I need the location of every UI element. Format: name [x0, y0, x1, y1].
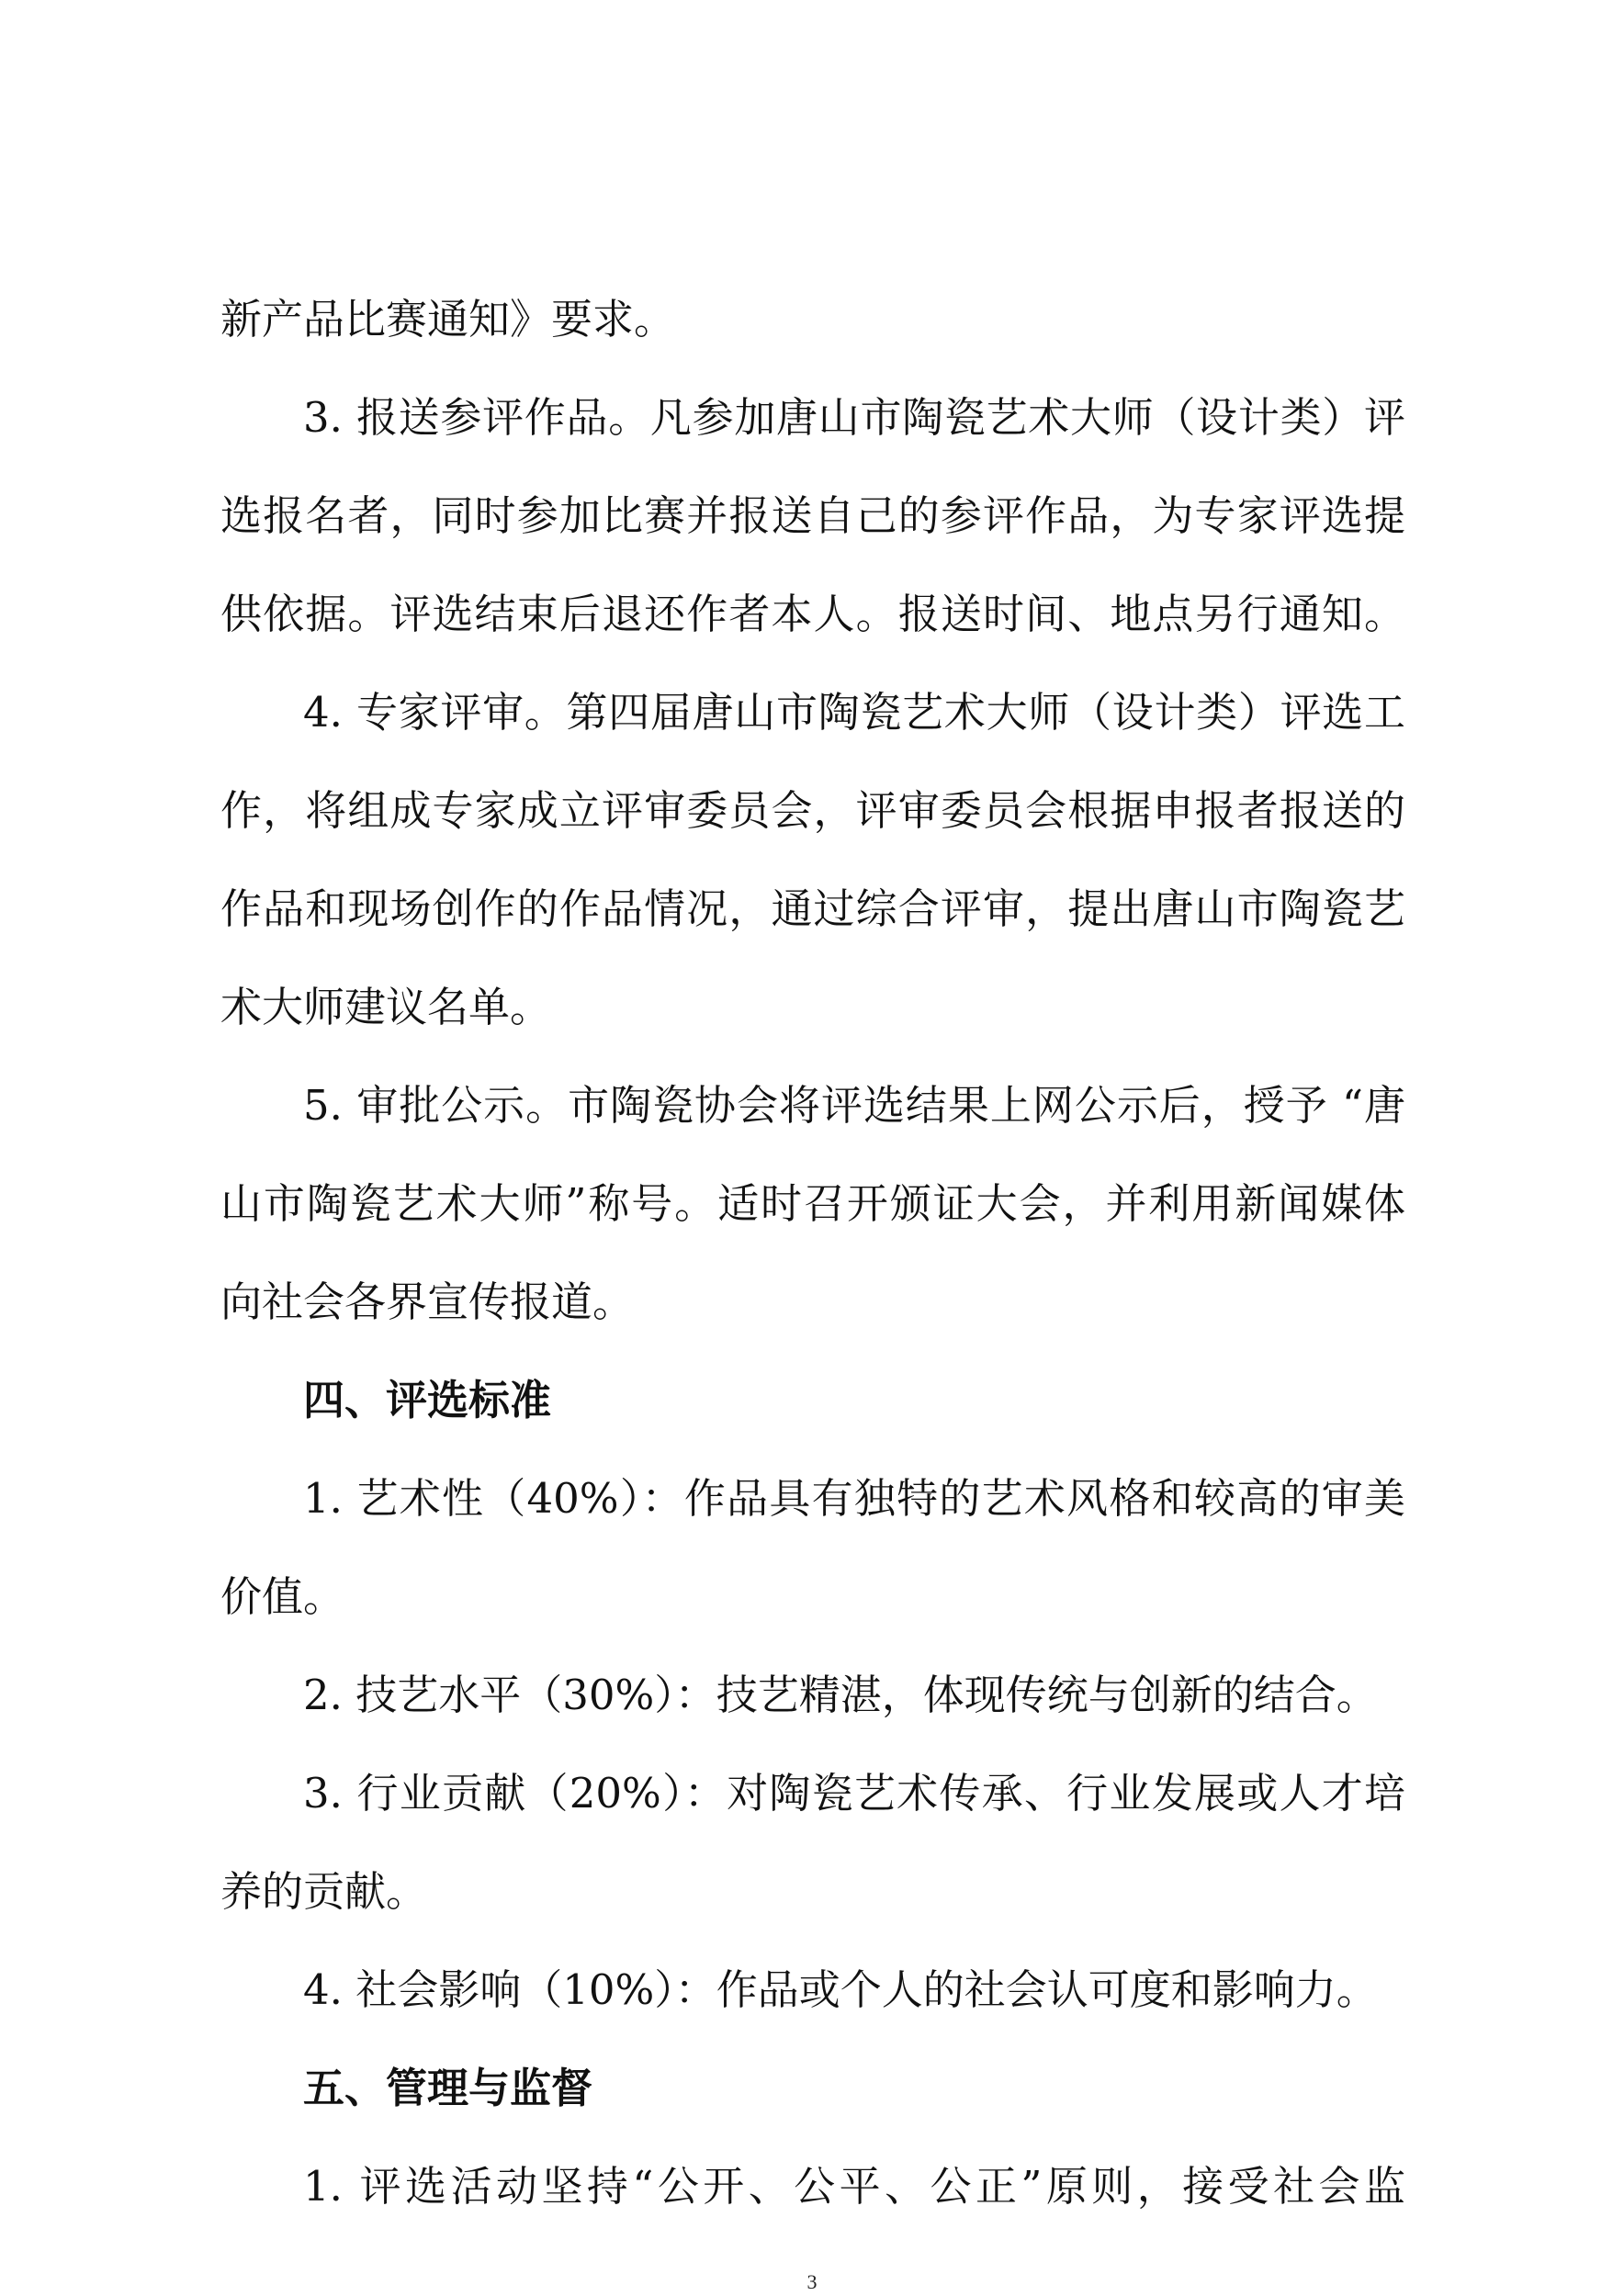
text-line: 供依据。评选结束后退还作者本人。报送时间、地点另行通知。	[220, 590, 1405, 638]
text-line: 4. 社会影响（10%）：作品或个人的社会认可度和影响力。	[303, 1965, 1378, 2014]
text-line: 1. 评选活动坚持“公开、公平、公正”原则，接受社会监	[303, 2162, 1405, 2211]
text-line: 作，将组成专家成立评审委员会，评审委员会根据申报者报送的	[220, 786, 1405, 835]
text-line: 2. 技艺水平（30%）：技艺精湛，体现传统与创新的结合。	[303, 1671, 1378, 1719]
text-line: 术大师建议名单。	[220, 983, 552, 1031]
page-number: 3	[806, 2270, 818, 2293]
text-line: 向社会各界宣传报道。	[220, 1277, 635, 1326]
text-line: 作品和现场创作的作品情况，通过综合评审，提出唐山市陶瓷艺	[220, 884, 1405, 933]
text-line: 1. 艺术性（40%）：作品具有独特的艺术风格和较高的审美	[303, 1474, 1405, 1523]
text-line: 5. 审批公示。市陶瓷协会将评选结果上网公示后，授予 “唐	[303, 1081, 1405, 1130]
section-heading: 五、管理与监督	[303, 2064, 593, 2112]
text-line: 3. 报送参评作品。凡参加唐山市陶瓷艺术大师（设计类）评	[303, 393, 1405, 442]
text-line: 新产品比赛通知》要求。	[220, 295, 676, 343]
text-line: 山市陶瓷艺术大师”称号。适时召开颁证大会，并利用新闻媒体	[220, 1179, 1405, 1228]
text-line: 4. 专家评审。第四届唐山市陶瓷艺术大师（设计类）评选工	[303, 688, 1405, 737]
text-line: 选报名者，同时参加比赛并报送自己的参评作品，为专家评选提	[220, 491, 1405, 540]
text-line: 养的贡献。	[220, 1867, 428, 1916]
section-heading: 四、评选标准	[303, 1376, 552, 1424]
text-line: 3. 行业贡献（20%）：对陶瓷艺术传承、行业发展或人才培	[303, 1769, 1405, 1818]
text-line: 价值。	[220, 1572, 345, 1621]
